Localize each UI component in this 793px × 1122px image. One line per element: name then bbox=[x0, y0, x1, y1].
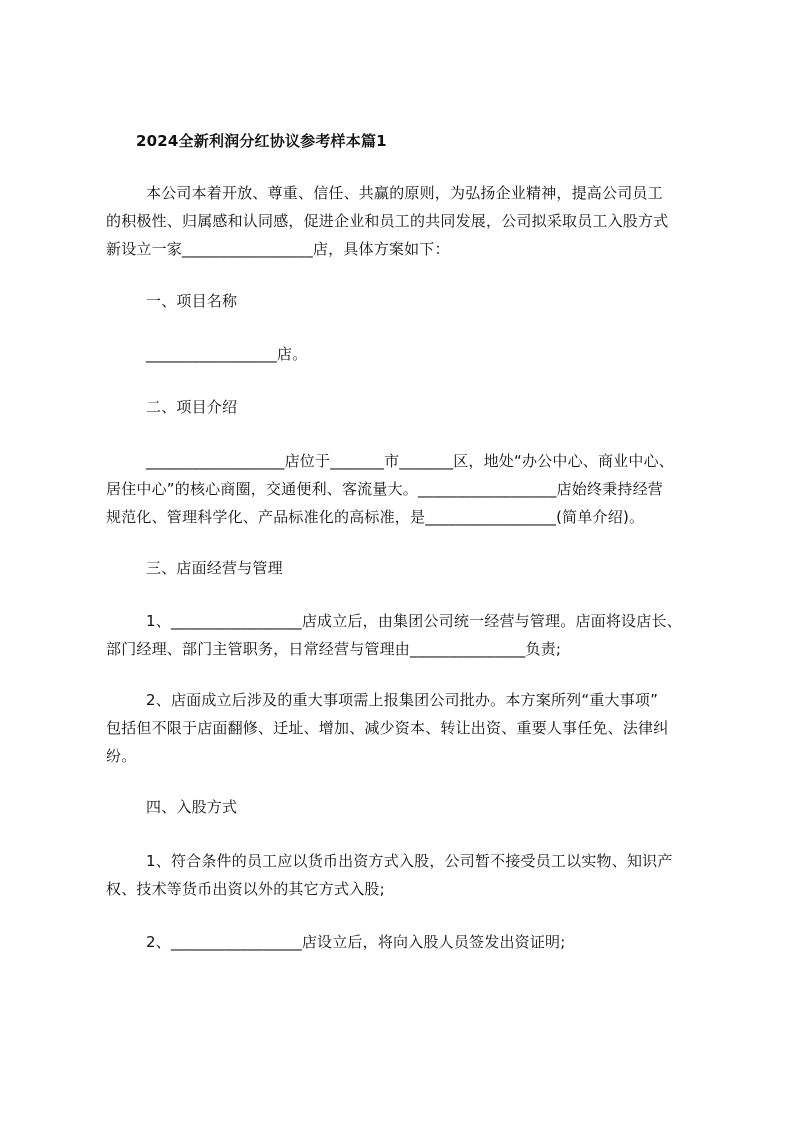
section-1-body: _________________店。 bbox=[146, 345, 308, 363]
section-4-heading: 四、入股方式 bbox=[146, 798, 238, 816]
section-3-item-1-line-1: 1、_________________店成立后，由集团公司统一经营与管理。店面将设店长、 bbox=[146, 612, 682, 630]
intro-line-3: 新设立一家_________________店，具体方案如下： bbox=[106, 240, 450, 258]
section-2-line-2: 居住中心”的核心商圈，交通便利、客流量大。__________________店始终秉持经营 bbox=[106, 480, 663, 498]
section-3-item-1-line-2: 部门经理、部门主管职务，日常经营与管理由_______________负责; bbox=[106, 640, 562, 658]
section-3-item-2-line-2: 包括但不限于店面翻修、迁址、增加、减少资本、转让出资、重要人事任免、法律纠 bbox=[106, 719, 669, 737]
section-3-item-2-line-3: 纷。 bbox=[106, 747, 137, 765]
intro-line-1: 本公司本着开放、尊重、信任、共赢的原则，为弘扬企业精神，提高公司员工 bbox=[146, 184, 663, 202]
section-3-heading: 三、店面经营与管理 bbox=[146, 559, 283, 577]
intro-line-2: 的积极性、归属感和认同感，促进企业和员工的共同发展，公司拟采取员工入股方式 bbox=[106, 212, 669, 230]
section-4-item-2: 2、_________________店设立后，将向入股人员签发出资证明; bbox=[146, 933, 566, 951]
section-2-line-1: __________________店位于_______市_______区，地处“办公中心、商业中心、 bbox=[146, 452, 674, 470]
section-3-item-2-line-1: 2、店面成立后涉及的重大事项需上报集团公司批办。本方案所列“重大事项” bbox=[146, 691, 659, 709]
section-2-heading: 二、项目介绍 bbox=[146, 398, 238, 416]
section-2-line-3: 规范化、管理科学化、产品标准化的高标准，是_________________(简单介绍)。 bbox=[106, 508, 645, 526]
section-4-item-1-line-2: 权、技术等货币出资以外的其它方式入股; bbox=[106, 880, 385, 898]
section-4-item-1-line-1: 1、符合条件的员工应以货币出资方式入股，公司暂不接受员工以实物、知识产 bbox=[146, 852, 673, 870]
document-title: 2024全新利润分红协议参考样本篇1 bbox=[136, 132, 387, 150]
section-1-heading: 一、项目名称 bbox=[146, 292, 238, 310]
